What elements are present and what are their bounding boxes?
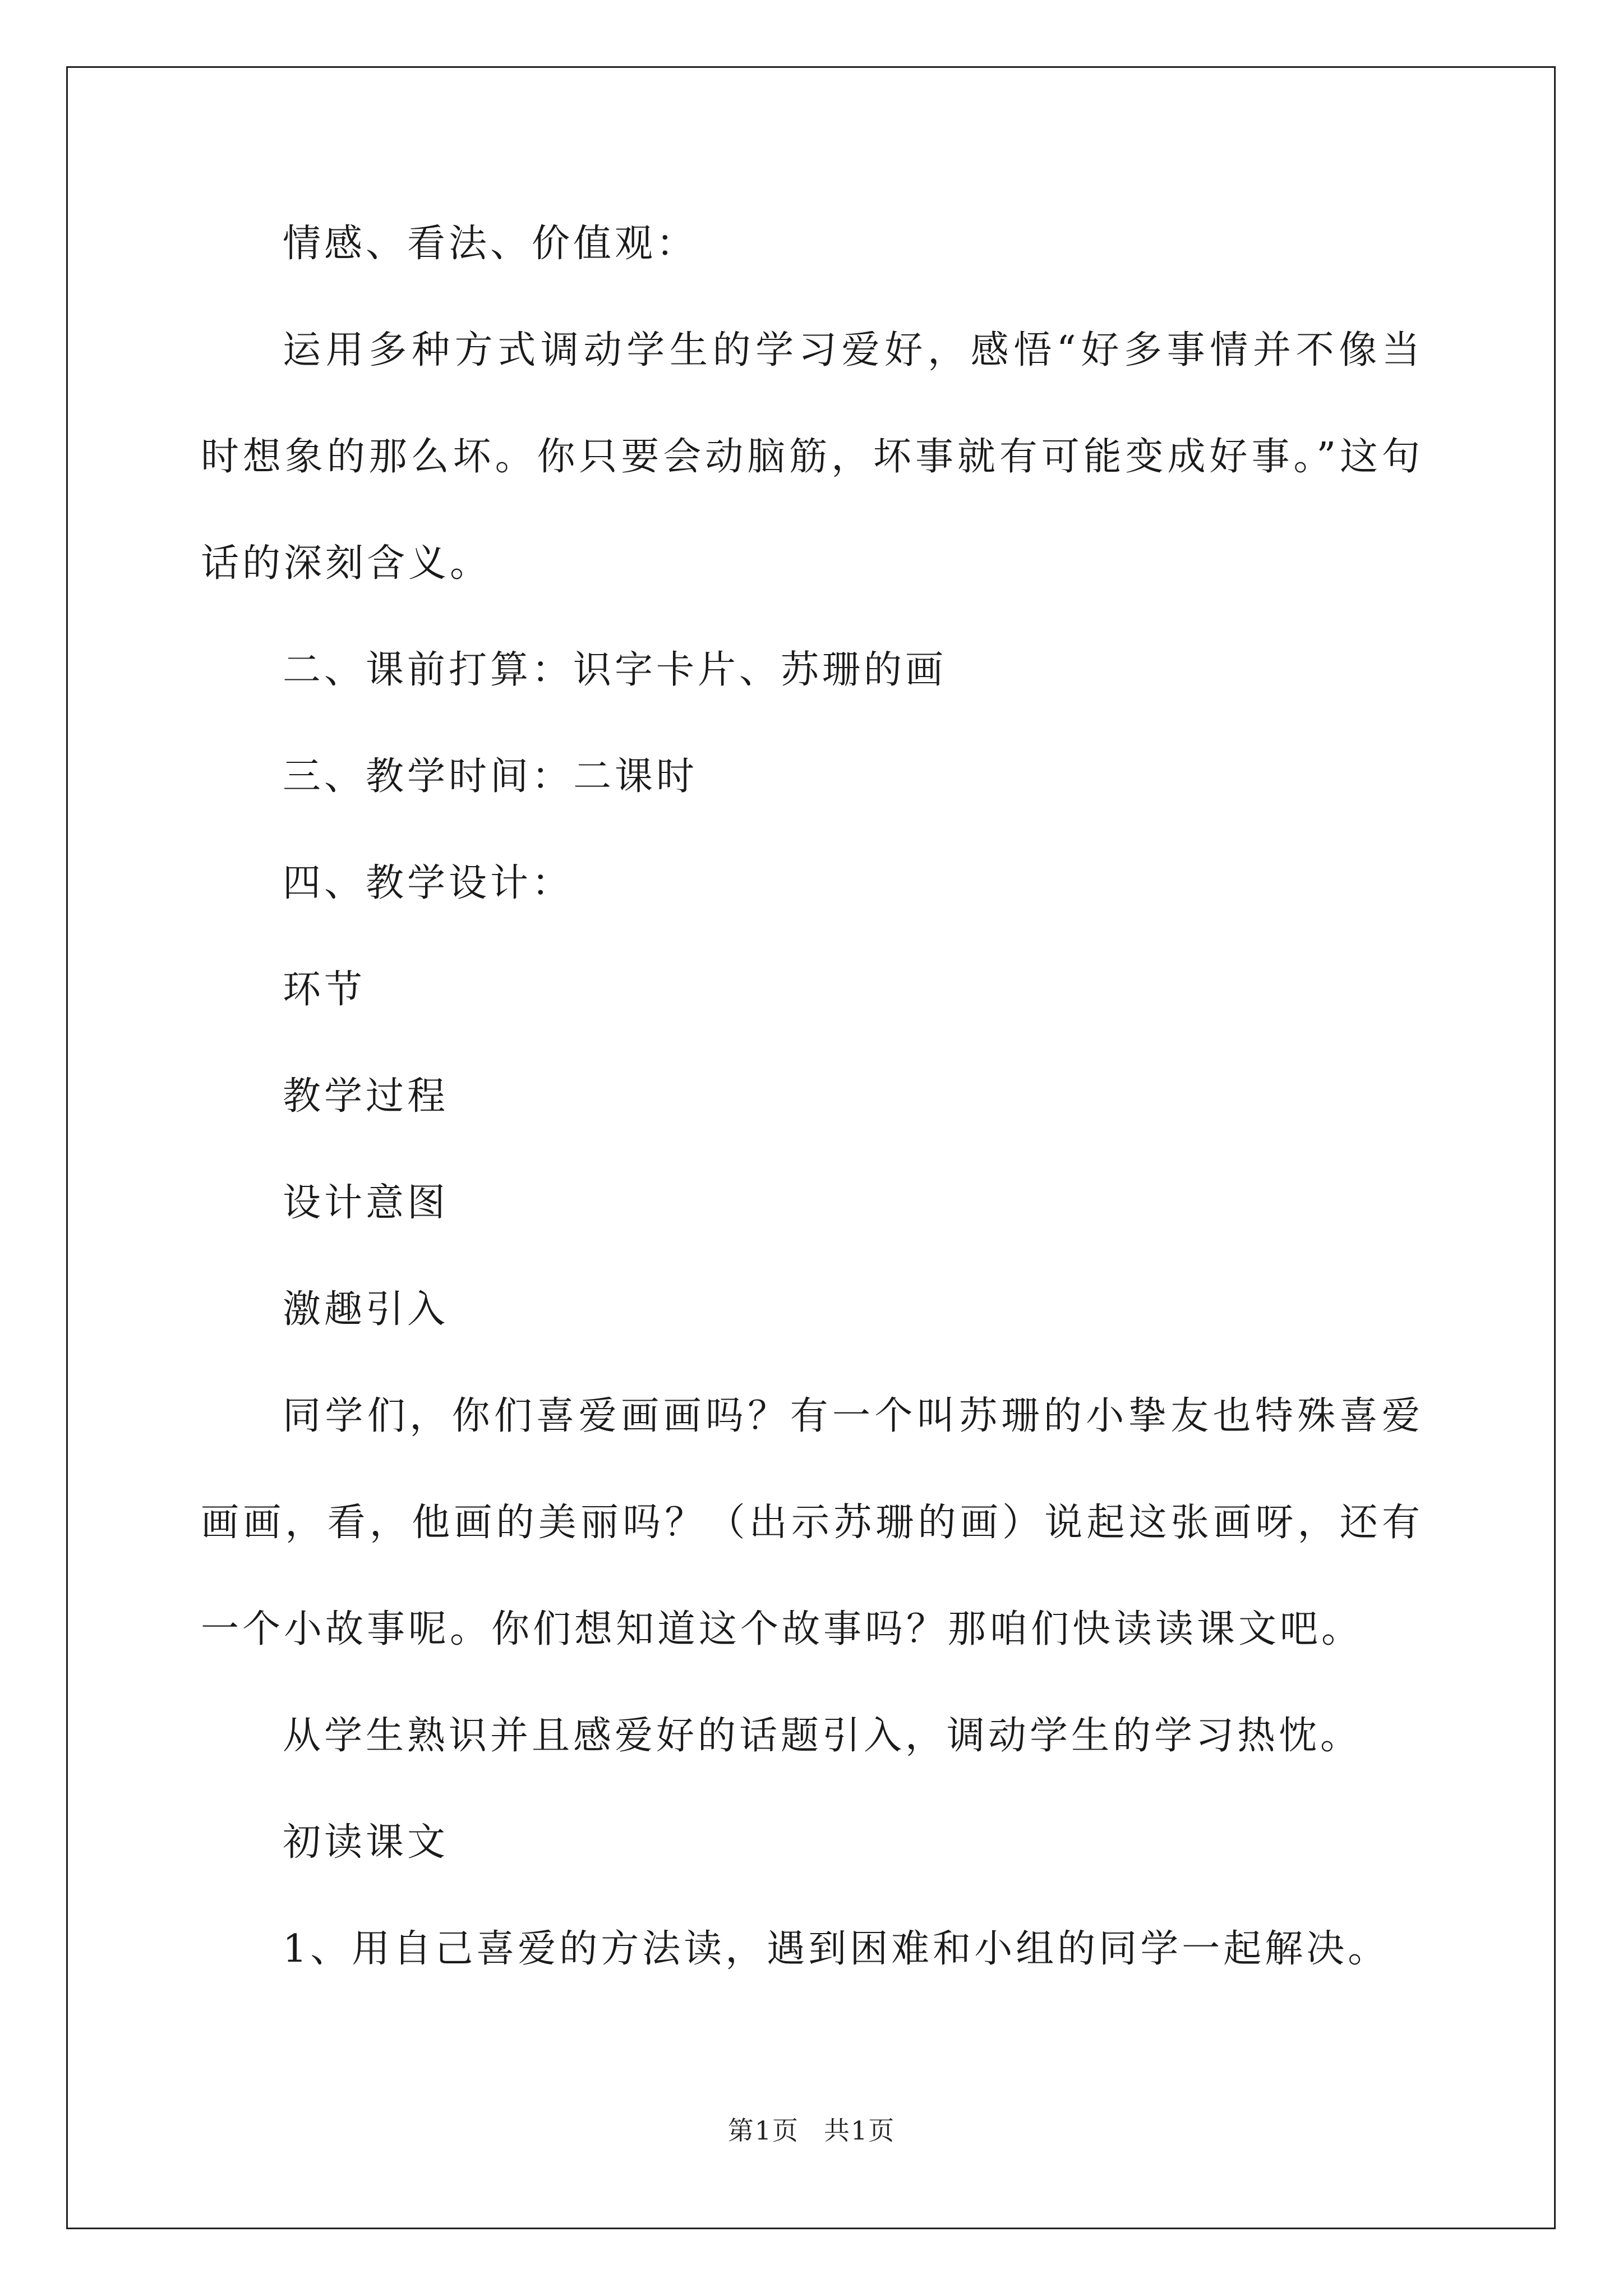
paragraph-values-heading: 情感、看法、价值观： <box>283 222 698 266</box>
page-total: 共1页 <box>824 2115 896 2146</box>
paragraph-introduction-intent: 从学生熟识并且感爱好的话题引入，调动学生的学习热忱。 <box>283 1714 1362 1758</box>
paragraph-reading-step-1: 1、用自己喜爱的方法读，遇到困难和小组的同学一起解决。 <box>283 1927 1390 1971</box>
paragraph-process-label: 教学过程 <box>283 1074 449 1119</box>
paragraph-values-description: 运用多种方式调动学生的学习爱好，感悟“好多事情并不像当时想象的那么坏。你只要会动脑筋，坏事就有可能变成好事。”这句话的深刻含义。 <box>201 328 1424 586</box>
paragraph-introduction: 激趣引入 <box>283 1287 449 1332</box>
document-body <box>201 222 1423 2003</box>
paragraph-preparation: 二、课前打算：识字卡片、苏珊的画 <box>283 648 947 692</box>
paragraph-teaching-time: 三、教学时间：二课时 <box>283 754 698 799</box>
paragraph-teaching-design: 四、教学设计： <box>283 861 574 905</box>
paragraph-introduction-text: 同学们，你们喜爱画画吗？有一个叫苏珊的小挚友也特殊喜爱画画，看，他画的美丽吗？（出示苏珊的画）说起这张画呀，还有一个小故事呢。你们想知道这个故事吗？那咱们快读读课文吧。 <box>201 1394 1423 1651</box>
paragraph-intent-label: 设计意图 <box>283 1181 449 1225</box>
page-number: 第1页 <box>727 2115 799 2146</box>
paragraph-first-reading: 初读课文 <box>283 1820 449 1865</box>
page-footer <box>0 2110 1623 2147</box>
paragraph-stage-label: 环节 <box>283 968 366 1012</box>
